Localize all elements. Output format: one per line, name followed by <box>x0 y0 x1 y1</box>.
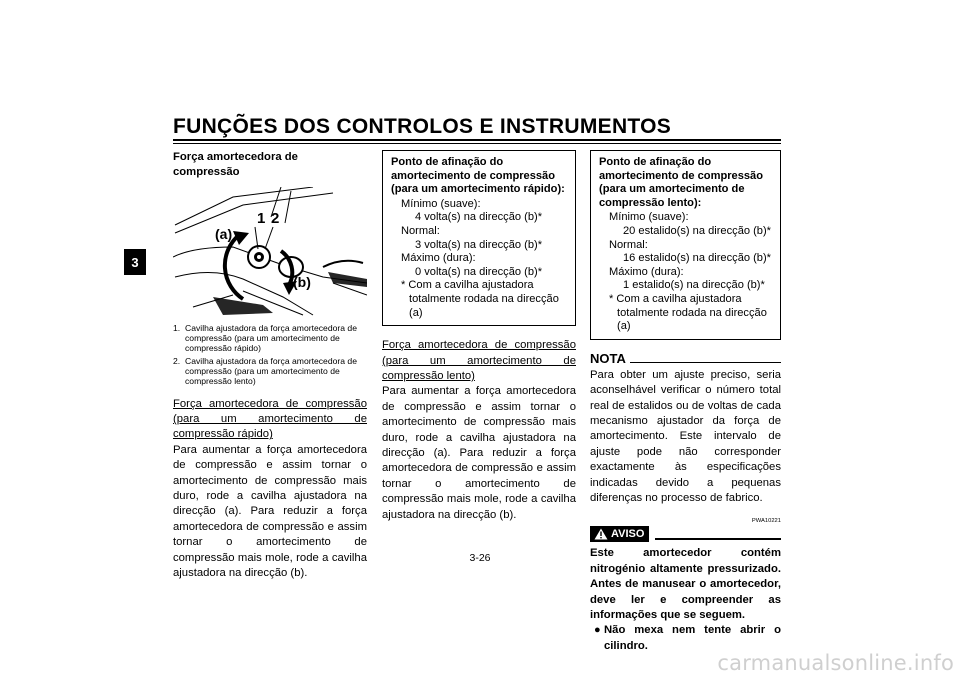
adjuster-figure <box>173 187 367 317</box>
slow-setting-box <box>590 150 781 340</box>
max-label: Máximo (dura): <box>401 252 476 265</box>
caption-number: 1. <box>173 322 181 333</box>
shock-absorber-illustration <box>173 187 367 317</box>
normal-label: Normal: <box>401 224 440 237</box>
min-value: 20 estalido(s) na direcção (b)* <box>623 224 771 237</box>
page-number: 3-26 <box>469 552 491 564</box>
paragraph-fast: Para aumentar a força amortecedora de compressão e assim tornar o amortecimento de compressão mais duro, rode a cavilha ajustadora na direcção (a). Para reduzir a força amortecedora de compressão e assim tornar o amortecimento de compressão mais mole, rode a cavilha ajustadora na direcção (b). <box>173 443 367 580</box>
paragraph-slow: Para aumentar a força amortecedora de compressão e assim tornar o amortecimento de compressão mais duro, rode a cavilha ajustadora na direcção (a). Para reduzir a força amortecedora de compressão e assim tornar o amortecimento de compressão mais mole, rode a cavilha ajustadora na direcção (b). <box>382 385 576 521</box>
caption-text: Cavilha ajustadora da força amortecedora de compressão (para um amortecimento de compressão rápido) <box>185 322 357 354</box>
nota-rule <box>630 362 781 363</box>
subheading-fast: Força amortecedora de compressão (para um amortecimento de compressão rápido) <box>173 397 367 441</box>
min-value: 4 volta(s) na direcção (b)* <box>415 211 543 224</box>
normal-label: Normal: <box>609 238 648 251</box>
watermark: carmanualsonline.info <box>717 651 954 675</box>
min-label: Mínimo (suave): <box>401 197 481 210</box>
title-rule <box>173 139 781 141</box>
warning-bullet <box>590 623 781 654</box>
section-heading: Força amortecedora de compressão <box>173 151 298 179</box>
nota-label: NOTA <box>590 350 626 366</box>
label-b: (b) <box>293 273 311 290</box>
caption-text: Cavilha ajustadora da força amortecedora de compressão (para um amortecimento de compressão lento) <box>185 355 357 387</box>
label-1: 1 <box>257 209 266 227</box>
caption-item <box>173 323 367 354</box>
min-label: Mínimo (suave): <box>609 211 689 224</box>
normal-value: 16 estalido(s) na direcção (b)* <box>623 252 771 265</box>
nota-text: Para obter um ajuste preciso, seria aconselhável verificar o número total real de estalidos ou de voltas de cada mecanismo ajustador da força de amortecimento. Este intervalo de ajuste pode não corresponder exactamente às especificações indicadas devido a pequenas diferenças no processo de fabrico. <box>590 368 781 504</box>
box-note: * Com a cavilha ajustadora totalmente rodada na direcção (a) <box>609 292 767 333</box>
figure-captions <box>173 323 367 387</box>
label-a: (a) <box>215 225 233 242</box>
caption-item <box>173 356 367 387</box>
caption-number: 2. <box>173 355 181 366</box>
aviso-rule <box>655 538 781 540</box>
chapter-tab: 3 <box>124 249 146 275</box>
max-value: 0 volta(s) na direcção (b)* <box>415 265 543 278</box>
label-2: 2 <box>271 209 280 227</box>
title-rule-thin <box>173 143 781 144</box>
middle-column <box>382 150 576 523</box>
max-label: Máximo (dura): <box>609 265 684 278</box>
bullet-text: Não mexa nem tente abrir o cilindro. <box>604 624 781 652</box>
warning-triangle-icon <box>594 528 608 540</box>
fast-setting-box <box>382 150 576 326</box>
normal-value: 3 volta(s) na direcção (b)* <box>415 238 543 251</box>
max-value: 1 estalido(s) na direcção (b)* <box>623 279 765 292</box>
aviso-badge <box>590 526 649 542</box>
nota-header <box>590 352 781 365</box>
right-column <box>590 150 781 654</box>
reference-code: PWA10221 <box>751 518 781 525</box>
subheading-slow: Força amortecedora de compressão (para um amortecimento de compressão lento) <box>382 339 576 382</box>
aviso-header <box>590 526 781 542</box>
box-title: Ponto de afinação do amortecimento de compressão (para um amortecimento de compressão lento): <box>599 156 763 209</box>
box-note: * Com a cavilha ajustadora totalmente rodada na direcção (a) <box>401 279 559 319</box>
bullet-icon: ● <box>594 624 601 637</box>
warning-text: Este amortecedor contém nitrogénio altamente pressurizado. Antes de manusear o amortecedor, deve ler e compreender as informações que se seguem. <box>590 547 781 621</box>
left-column <box>173 150 367 581</box>
aviso-label: AVISO <box>611 527 645 540</box>
page-title: FUNÇÕES DOS CONTROLOS E INSTRUMENTOS <box>173 115 672 138</box>
box-title: Ponto de afinação do amortecimento de compressão (para um amortecimento rápido): <box>391 156 565 196</box>
